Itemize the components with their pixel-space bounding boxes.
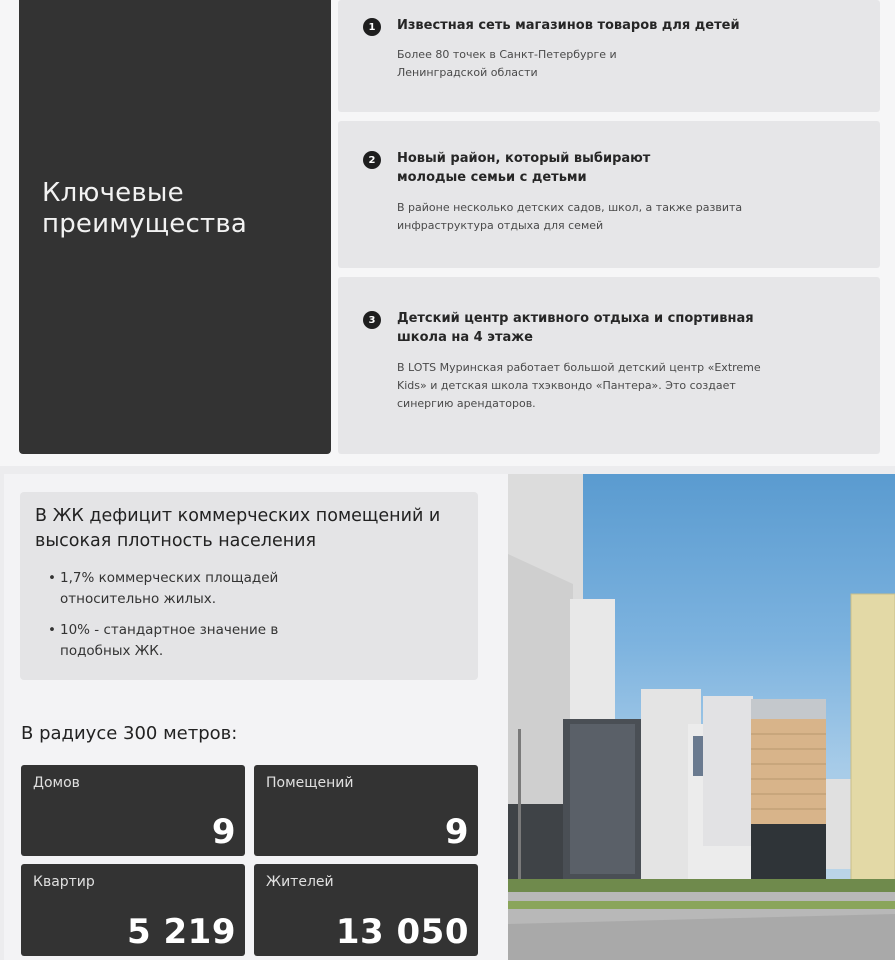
stat-label: Жителей [266,874,334,890]
deficit-card [20,492,478,680]
deficit-bullet-1: • 1,7% коммерческих площадей относительно жилых. [48,568,348,610]
stat-card-houses [21,765,245,856]
deficit-bullets [48,568,348,672]
deficit-title: В ЖК дефицит коммерческих помещений и высокая плотность населения [35,506,441,551]
advantage-card-2 [338,121,880,268]
advantage-card-1 [338,0,880,112]
street-illustration [508,474,895,960]
advantage-text-3: В LOTS Муринская работает большой детский центр «Extreme Kids» и детская школа тхэквондо «Пантера». Это создает синергию арендаторов. [397,361,761,410]
stat-card-residents [254,864,478,956]
stat-label: Помещений [266,775,354,791]
residential-complex-photo [508,474,895,960]
advantage-text-1: Более 80 точек в Санкт-Петербурге и Ленинградской области [397,48,617,79]
advantage-card-3 [338,277,880,454]
stat-value: 5 219 [127,912,236,952]
stat-card-premises [254,765,478,856]
radius-heading: В радиусе 300 метров: [21,723,238,744]
number-badge-2: 2 [363,151,381,169]
number-badge-1: 1 [363,18,381,36]
advantage-text-2: В районе несколько детских садов, школ, а также развита инфраструктура отдыха для семей [397,201,743,232]
number-badge-3: 3 [363,311,381,329]
stat-label: Домов [33,775,80,791]
advantage-title-3: Детский центр активного отдыха и спортивная школа на 4 этаже [397,311,754,345]
advantage-title-1: Известная сеть магазинов товаров для детей [397,18,740,33]
stat-value: 13 050 [335,912,469,952]
stat-value: 9 [211,812,236,852]
deficit-bullet-2: • 10% - стандартное значение в подобных ЖК. [48,620,348,662]
key-advantages-panel [19,0,331,454]
advantage-title-2: Новый район, который выбирают молодые семьи с детьми [397,151,651,185]
stat-value: 9 [444,812,469,852]
stat-card-apartments [21,864,245,956]
key-advantages-heading: Ключевые преимущества [42,178,247,239]
stat-label: Квартир [33,874,95,890]
